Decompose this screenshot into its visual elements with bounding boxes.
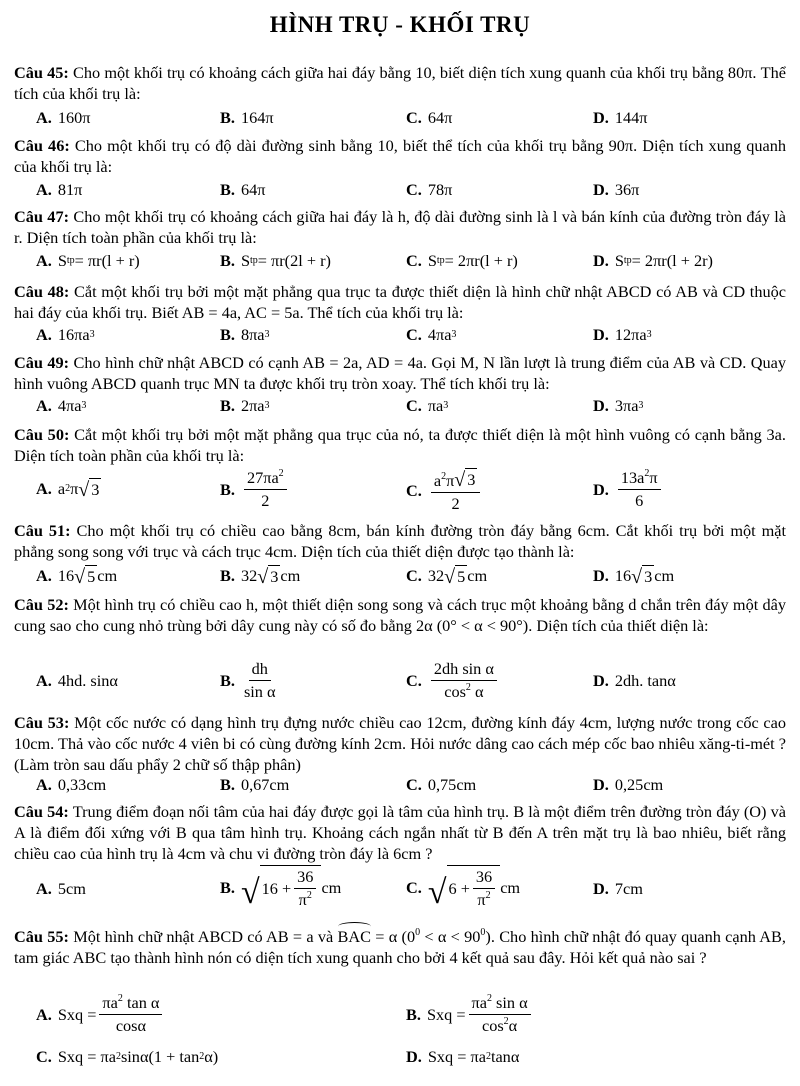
option-a[interactable]: A. 160π [36,108,91,127]
option-a[interactable]: A. 5cm [36,879,86,898]
option-a[interactable]: A. a 2 π √ 3 [36,479,100,501]
option-d[interactable]: D. 0,25cm [593,775,664,794]
option-b[interactable]: B. 8πa 3 [220,325,270,344]
option-b[interactable]: B. 2πa 3 [220,396,270,415]
question-52 [14,594,786,636]
question-label: Câu 52: [14,595,69,614]
option-b[interactable]: B. 64π [220,180,266,199]
options-49 [36,396,786,420]
option-c[interactable]: C. Sxq = πa 2 sinα(1 + tan 2 α) [36,1047,219,1066]
option-b[interactable]: B. $\frac{27\pi a^2}{2}$ [220,468,290,511]
question-48 [14,281,786,323]
options-47 [36,251,786,275]
option-c[interactable]: C. S tp = 2πr(l + r) [406,251,518,270]
option-c[interactable]: C. √ 6 + $\frac{36}{\pi^2}$ cm [406,867,521,911]
option-a[interactable]: A. 4πa 3 [36,396,87,415]
question-label: Câu 55: [14,927,69,946]
option-d[interactable]: D. 2dh. tanα [593,671,676,690]
question-label: Câu 53: [14,713,70,732]
option-b[interactable]: B. √ 16 + $\frac{36}{\pi^2}$ cm [220,867,342,911]
options-50 [36,468,786,514]
option-b[interactable]: B. 0,67cm [220,775,290,794]
options-51 [36,565,786,589]
option-b[interactable]: B. 164π [220,108,274,127]
options-55-row1 [36,993,786,1039]
question-51 [14,520,786,562]
option-a[interactable]: A. 0,33cm [36,775,107,794]
question-label: Câu 49: [14,353,70,372]
question-label: Câu 46: [14,136,70,155]
page-title: HÌNH TRỤ - KHỐI TRỤ [269,12,531,37]
options-46 [36,180,786,204]
question-45 [14,62,786,104]
option-b[interactable]: B. S tp = πr(2l + r) [220,251,331,270]
question-text: Cho một khối trụ có chiều cao bằng 8cm, bán kính đường tròn đáy bằng 6cm. Cắt khối trụ bởi một mặt phẳng song song với trục và cách trục 4cm. Diện tích của thiết diện được tạo thành là: [14,521,786,561]
question-text: Một cốc nước có dạng hình trụ đựng nước chiều cao 12cm, đường kính đáy 4cm, lượng nước trong cốc cao 10cm. Thả vào cốc nước 4 viên bi có cùng đường kính 2cm. Hỏi nước dâng cao cách mép cốc bao nhiêu xăng-ti-mét ? (Làm tròn sau dấu phẩy 2 chữ số thập phân) [14,713,786,774]
question-label: Câu 51: [14,521,71,540]
question-text: Một hình trụ có chiều cao h, một thiết diện song song và cách trục một khoảng bằng d chắn trên đáy một dây cung sao cho cung nhỏ trùng bởi dây cung này có số đo bằng 2α (0° < α < 90°). Diện tích của thiết diện là: [14,595,787,635]
options-48 [36,325,786,349]
option-d[interactable]: D. 144π [593,108,648,127]
options-45 [36,108,786,132]
options-52 [36,659,786,705]
option-d[interactable]: D. S tp = 2πr(l + 2r) [593,251,713,270]
option-b[interactable]: B. Sxq = $\frac{\pi a^2 \sin \alpha}{\cos^2\alpha}$ [406,993,534,1036]
question-54 [14,801,786,864]
option-a[interactable]: A. 16 √ 5 cm [36,566,118,588]
question-53 [14,712,786,775]
option-c[interactable]: C. 0,75cm [406,775,477,794]
question-47 [14,206,786,248]
question-label: Câu 45: [14,63,69,82]
option-d[interactable]: D. 3πa 3 [593,396,644,415]
options-55-row2 [36,1047,786,1071]
option-a[interactable]: A. 16πa 3 [36,325,95,344]
question-55: Câu 55: Một hình chữ nhật ABCD có AB = a và BAC = α $(0^0 < \alpha < 90^0)$. Cho hình chữ nhật đó quay quanh cạnh AB, tam giác ABC tạo thành hình nón có diện tích xung quanh cho bởi 4 kết quả sau đây. Hỏi kết quả nào sai ? [14,927,786,967]
question-text: Cắt một khối trụ bởi một mặt phẳng qua trục ta được thiết diện là hình chữ nhật ABCD có AB và CD thuộc hai đáy của khối trụ. Biết AB = 4a, AC = 5a. Thể tích của khối trụ là: [14,282,786,322]
question-text: Cho một khối trụ có độ dài đường sinh bằng 10, biết thể tích của khối trụ bằng 90π. Diện tích xung quanh của khối trụ là: [14,136,787,176]
option-c[interactable]: C. $a^2\pi$ √ 3 2 [406,468,483,514]
question-text: Cho một khối trụ có khoảng cách giữa hai đáy là h, độ dài đường sinh là l và bán kính của đường tròn đáy là r. Diện tích toàn phần của khối trụ là: [14,207,786,247]
question-label: Câu 54: [14,802,69,821]
option-d[interactable]: D. Sxq = πa 2 tanα [406,1047,520,1066]
option-c[interactable]: C. πa 3 [406,396,449,415]
option-c[interactable]: C. 32 √ 5 cm [406,566,488,588]
options-54 [36,865,786,915]
question-text: Trung điểm đoạn nối tâm của hai đáy được gọi là tâm của hình trụ. B là một điểm trên đường tròn đáy (O) và A là điểm đối xứng với B qua tâm hình trụ. Khoảng cách ngắn nhất từ B đến A trên mặt trụ là bao nhiêu, biết rằng chiều cao của hình trụ là 4cm và chu vi đường tròn đáy là 6cm ? [14,802,786,863]
question-text: Cắt một khối trụ bởi một mặt phẳng qua trục của nó, ta được thiết diện là một hình vuông có cạnh bằng 3a. Diện tích toàn phần của khối trụ là: [14,425,786,465]
option-c[interactable]: C. 4πa 3 [406,325,457,344]
option-b[interactable]: B. 32 √ 3 cm [220,566,301,588]
option-d[interactable]: D. 7cm [593,879,643,898]
option-a[interactable]: A. S tp = πr(l + r) [36,251,140,270]
option-a[interactable]: A. 81π [36,180,83,199]
option-d[interactable]: D. 16 √ 3 cm [593,566,675,588]
option-c[interactable]: C. 78π [406,180,453,199]
angle-bac: BAC [337,927,371,946]
question-label: Câu 48: [14,282,70,301]
option-a[interactable]: A. 4hd. sinα [36,671,118,690]
question-49 [14,352,786,394]
option-d[interactable]: D. $\frac{13a^2\pi}{6}$ [593,468,664,511]
option-d[interactable]: D. 36π [593,180,640,199]
options-53 [36,775,786,799]
question-label: Câu 50: [14,425,70,444]
question-50 [14,424,786,466]
option-c[interactable]: C. 64π [406,108,453,127]
option-c[interactable]: C. $\frac{\text{2dh sin α}}{\cos^2 \alpha}$ [406,659,500,702]
question-label: Câu 47: [14,207,70,226]
question-text: Cho hình chữ nhật ABCD có cạnh AB = 2a, AD = 4a. Gọi M, N lần lượt là trung điểm của AB và CD. Quay hình vuông ABCD quanh trục MN ta được khối trụ tròn xoay. Thể tích khối trụ là: [14,353,786,393]
option-a[interactable]: A. Sxq = $\frac{\pi a^2 \tan \alpha}{\cos\alpha}$ [36,993,165,1036]
question-46 [14,135,786,177]
option-d[interactable]: D. 12πa 3 [593,325,652,344]
question-text: Cho một khối trụ có khoảng cách giữa hai đáy bằng 10, biết diện tích xung quanh của khối trụ bằng 80π. Thể tích của khối trụ là: [14,63,786,103]
option-b[interactable]: B. $\frac{dh}{\text{sin α}}$ [220,659,276,701]
